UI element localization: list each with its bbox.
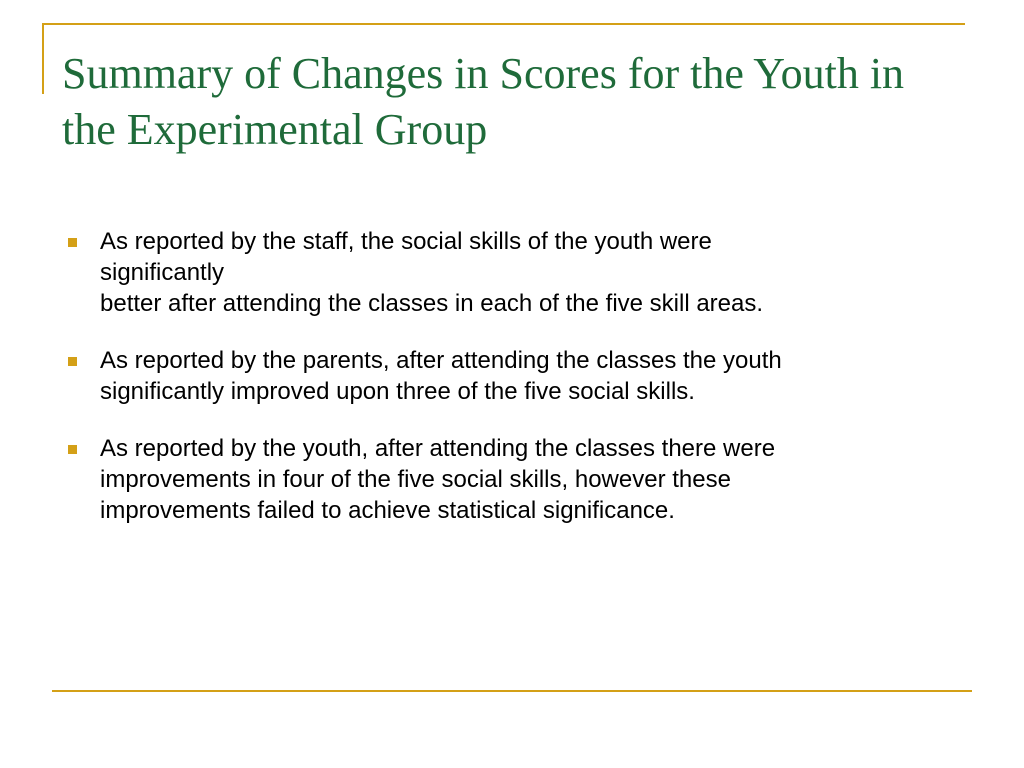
- bullet-text-line: significantly improved upon three of the five social skills.: [100, 378, 695, 405]
- square-bullet-icon: [68, 238, 77, 247]
- left-accent-line: [42, 23, 44, 94]
- bullet-text-line: significantly: [100, 259, 225, 286]
- bullet-text-line: As reported by the staff, the social skills of the youth were: [100, 228, 712, 255]
- bullet-text-line: As reported by the youth, after attending the classes there were: [100, 435, 776, 462]
- square-bullet-icon: [68, 445, 77, 454]
- bullet-item-parents: [62, 345, 962, 407]
- bullet-text-line: improvements in four of the five social skills, however these: [100, 466, 731, 493]
- slide-title: Summary of Changes in Scores for the Youth in the Experimental Group: [62, 49, 905, 154]
- bullet-text-line: better after attending the classes in each of the five skill areas.: [100, 290, 764, 317]
- top-accent-line: [42, 23, 965, 25]
- square-bullet-icon: [68, 357, 77, 366]
- bullet-item-staff: [62, 226, 962, 319]
- bottom-accent-line: [52, 690, 972, 692]
- bullet-item-youth: [62, 433, 962, 526]
- bullet-list: [62, 226, 962, 552]
- bullet-text-line: As reported by the parents, after attending the classes the youth: [100, 347, 782, 374]
- bullet-text-line: improvements failed to achieve statistical significance.: [100, 497, 675, 524]
